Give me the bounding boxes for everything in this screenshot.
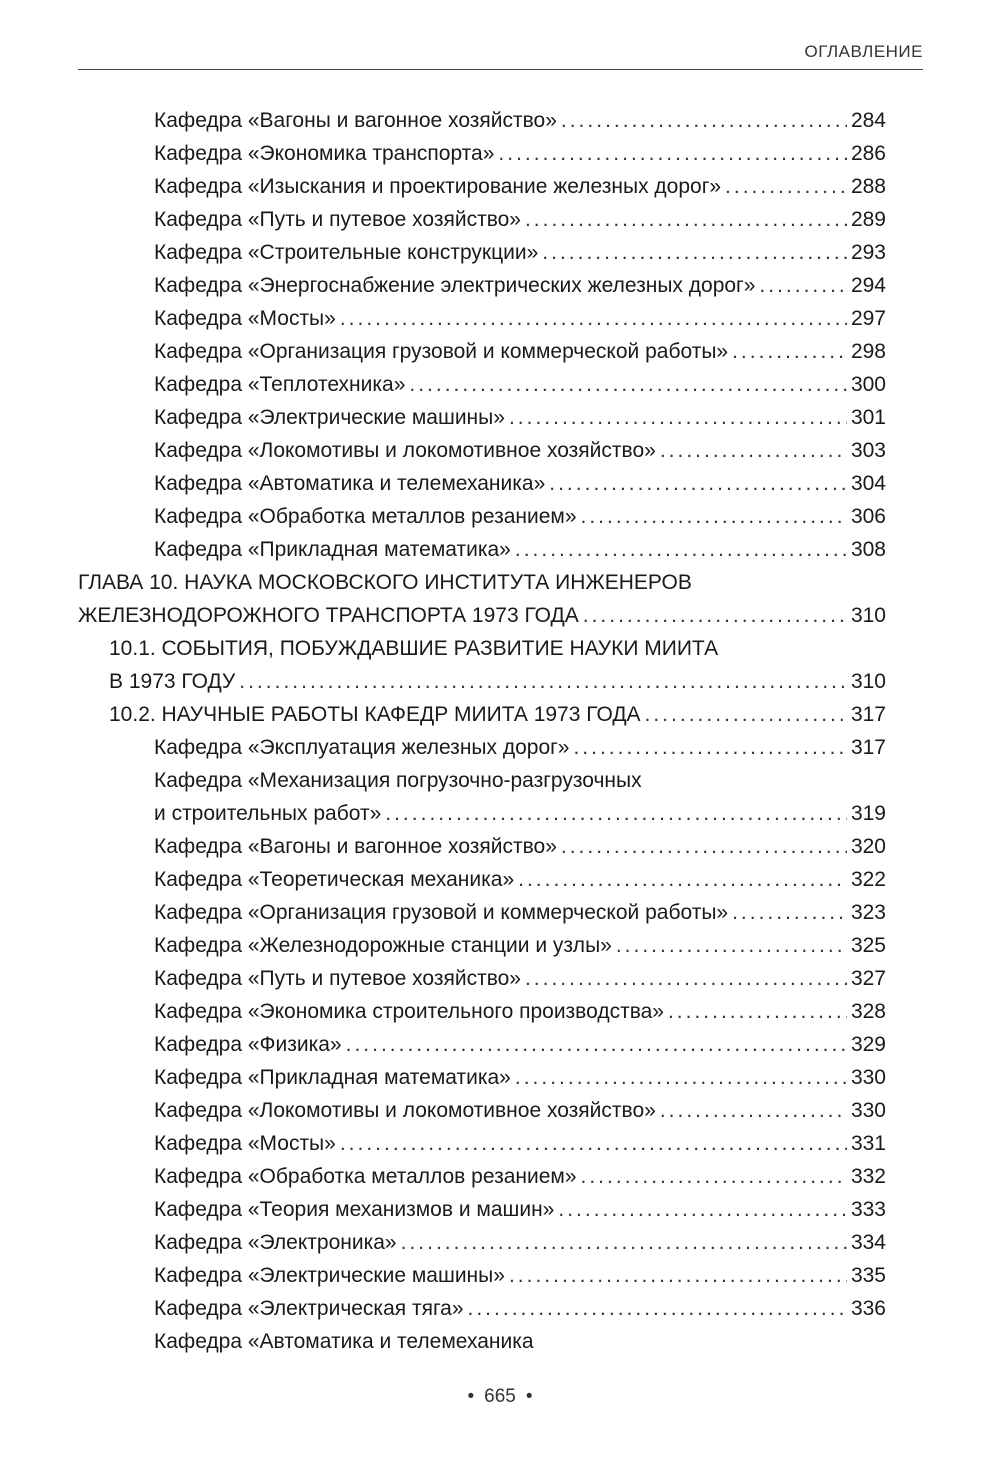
toc-entry-title: Кафедра «Изыскания и проектирование железных дорог»	[154, 175, 722, 198]
dot-leader	[542, 236, 847, 269]
toc-entry-title: Кафедра «Электрические машины»	[154, 1264, 505, 1287]
dot-leader	[645, 698, 847, 731]
chapter-10-title-line-2: ЖЕЛЕЗНОДОРОЖНОГО ТРАНСПОРТА 1973 ГОДА	[78, 604, 579, 627]
toc-entry[interactable]	[78, 302, 886, 335]
toc-entry-title: Кафедра «Экономика строительного производства»	[154, 1000, 664, 1023]
bullet-icon: •	[467, 1386, 475, 1407]
toc-entry[interactable]	[78, 1160, 886, 1193]
toc-entry[interactable]	[78, 1226, 886, 1259]
toc-entry[interactable]	[78, 203, 886, 236]
dot-leader	[558, 1193, 847, 1226]
dot-leader	[660, 434, 847, 467]
toc-entry-page: 322	[850, 868, 886, 891]
running-title: ОГЛАВЛЕНИЕ	[804, 42, 923, 61]
dot-leader	[385, 797, 847, 830]
section-10-1-entry[interactable]	[78, 665, 886, 698]
toc-entry-page: 294	[850, 274, 886, 297]
toc-entry[interactable]	[78, 500, 886, 533]
dot-leader	[581, 500, 847, 533]
toc-entry-page: 325	[850, 934, 886, 957]
toc-entry[interactable]	[78, 731, 886, 764]
dot-leader	[549, 467, 847, 500]
toc-entry[interactable]	[78, 1193, 886, 1226]
toc-entry[interactable]	[78, 269, 886, 302]
section-10-2-title: 10.2. НАУЧНЫЕ РАБОТЫ КАФЕДР МИИТА 1973 ГОДА	[109, 703, 641, 726]
dot-leader	[509, 1259, 847, 1292]
toc-entry-page: 289	[850, 208, 886, 231]
toc-entry-title: Кафедра «Мосты»	[154, 307, 336, 330]
dot-leader	[239, 665, 847, 698]
toc-entry-title: Кафедра «Эксплуатация железных дорог»	[154, 736, 570, 759]
page-number-footer	[0, 1386, 1000, 1408]
dot-leader	[515, 533, 847, 566]
page-number: 665	[484, 1386, 516, 1407]
toc-entry[interactable]	[78, 1028, 886, 1061]
toc-entry-title: Кафедра «Электроника»	[154, 1231, 397, 1254]
toc-entry-page: 317	[850, 736, 886, 759]
toc-entry-title: Кафедра «Путь и путевое хозяйство»	[154, 208, 521, 231]
toc-entry-title: Кафедра «Организация грузовой и коммерческой работы»	[154, 901, 729, 924]
toc-entry-title: Кафедра «Организация грузовой и коммерческой работы»	[154, 340, 729, 363]
toc-entry[interactable]	[78, 434, 886, 467]
toc-entry[interactable]	[78, 335, 886, 368]
dot-leader	[732, 896, 847, 929]
dot-leader	[515, 1061, 847, 1094]
chapter-10-page: 310	[850, 604, 886, 627]
dot-leader	[468, 1292, 847, 1325]
toc-entry[interactable]	[78, 368, 886, 401]
toc-entry-page: 334	[850, 1231, 886, 1254]
dot-leader	[573, 731, 846, 764]
toc-entry-title: Кафедра «Обработка металлов резанием»	[154, 1165, 577, 1188]
toc-entry[interactable]	[78, 1259, 886, 1292]
toc-entry-title: Кафедра «Электрическая тяга»	[154, 1297, 464, 1320]
chapter-10-title-line-1: ГЛАВА 10. НАУКА МОСКОВСКОГО ИНСТИТУТА ИНЖЕНЕРОВ	[78, 571, 692, 594]
dot-leader	[525, 962, 847, 995]
toc-entry-title: Кафедра «Автоматика и телемеханика»	[154, 472, 546, 495]
section-10-1-title-line-2: В 1973 ГОДУ	[109, 670, 236, 693]
toc-entry[interactable]	[78, 533, 886, 566]
toc-entry-page: 301	[850, 406, 886, 429]
toc-entry-page: 331	[850, 1132, 886, 1155]
toc-entry-page: 333	[850, 1198, 886, 1221]
toc-entry-page: 335	[850, 1264, 886, 1287]
dot-leader	[759, 269, 847, 302]
toc-entry[interactable]	[78, 797, 886, 830]
dot-leader	[561, 830, 847, 863]
toc-entry[interactable]	[78, 830, 886, 863]
toc-entry-page: 329	[850, 1033, 886, 1056]
toc-entry[interactable]	[78, 467, 886, 500]
toc-entry-title-continued: Кафедра «Автоматика и телемеханика	[154, 1330, 534, 1353]
dot-leader	[340, 1127, 847, 1160]
dot-leader	[732, 335, 847, 368]
toc-entry-page: 297	[850, 307, 886, 330]
toc-entry-page: 330	[850, 1066, 886, 1089]
dot-leader	[518, 863, 847, 896]
toc-entry-title: Кафедра «Экономика транспорта»	[154, 142, 495, 165]
dot-leader	[660, 1094, 847, 1127]
toc-entry-page: 332	[850, 1165, 886, 1188]
toc-entry-page: 330	[850, 1099, 886, 1122]
toc-entry[interactable]	[78, 995, 886, 1028]
dot-leader	[498, 137, 847, 170]
dot-leader	[581, 1160, 847, 1193]
toc-entry[interactable]	[78, 896, 886, 929]
dot-leader	[509, 401, 847, 434]
bullet-icon: •	[525, 1386, 533, 1407]
toc-entry-title: Кафедра «Локомотивы и локомотивное хозяйство»	[154, 439, 656, 462]
header-rule	[78, 69, 923, 70]
toc-entry-page: 288	[850, 175, 886, 198]
toc-entry-title: Кафедра «Железнодорожные станции и узлы»	[154, 934, 612, 957]
toc-entry-page: 327	[850, 967, 886, 990]
section-10-1-page: 310	[850, 670, 886, 693]
toc-entry-title-line-2: и строительных работ»	[154, 802, 382, 825]
toc-entry[interactable]	[78, 236, 886, 269]
toc-entry-title: Кафедра «Физика»	[154, 1033, 342, 1056]
dot-leader	[409, 368, 847, 401]
toc-entry-title: Кафедра «Вагоны и вагонное хозяйство»	[154, 109, 557, 132]
toc-entry-page: 328	[850, 1000, 886, 1023]
toc-entry-page: 319	[850, 802, 886, 825]
dot-leader	[346, 1028, 847, 1061]
toc-entry-title: Кафедра «Вагоны и вагонное хозяйство»	[154, 835, 557, 858]
dot-leader	[525, 203, 847, 236]
dot-leader	[583, 599, 847, 632]
toc-entry-page: 286	[850, 142, 886, 165]
toc-entry-title: Кафедра «Теплотехника»	[154, 373, 406, 396]
toc-entry[interactable]	[78, 929, 886, 962]
toc-entry-title: Кафедра «Мосты»	[154, 1132, 336, 1155]
toc-block-2	[78, 830, 886, 1325]
toc-entry-page: 336	[850, 1297, 886, 1320]
toc-entry-title: Кафедра «Теоретическая механика»	[154, 868, 515, 891]
toc-entry-title: Кафедра «Прикладная математика»	[154, 538, 511, 561]
toc-entry-page: 293	[850, 241, 886, 264]
toc-entry[interactable]	[78, 170, 886, 203]
table-of-contents	[78, 104, 886, 1358]
toc-entry[interactable]	[78, 1061, 886, 1094]
dot-leader	[725, 170, 847, 203]
section-10-1-title-line-1: 10.1. СОБЫТИЯ, ПОБУЖДАВШИЕ РАЗВИТИЕ НАУКИ МИИТА	[109, 637, 719, 660]
toc-entry-title: Кафедра «Электрические машины»	[154, 406, 505, 429]
toc-entry-page: 320	[850, 835, 886, 858]
chapter-10-entry[interactable]	[78, 599, 886, 632]
toc-entry-page: 308	[850, 538, 886, 561]
toc-entry-page: 304	[850, 472, 886, 495]
toc-entry[interactable]	[78, 863, 886, 896]
toc-entry-page: 306	[850, 505, 886, 528]
toc-entry-title: Кафедра «Путь и путевое хозяйство»	[154, 967, 521, 990]
dot-leader	[340, 302, 847, 335]
toc-block-1	[78, 104, 886, 566]
toc-entry-page: 303	[850, 439, 886, 462]
toc-entry-page: 323	[850, 901, 886, 924]
dot-leader	[616, 929, 847, 962]
toc-entry[interactable]	[78, 1127, 886, 1160]
section-10-2-page: 317	[850, 703, 886, 726]
toc-entry-title: Кафедра «Обработка металлов резанием»	[154, 505, 577, 528]
dot-leader	[561, 104, 847, 137]
toc-entry-title-line-1: Кафедра «Механизация погрузочно-разгрузочных	[154, 769, 642, 792]
toc-entry-page: 300	[850, 373, 886, 396]
toc-entry[interactable]	[78, 137, 886, 170]
dot-leader	[401, 1226, 847, 1259]
toc-entry-title: Кафедра «Локомотивы и локомотивное хозяйство»	[154, 1099, 656, 1122]
toc-entry[interactable]	[78, 1292, 886, 1325]
toc-entry-title: Кафедра «Теория механизмов и машин»	[154, 1198, 555, 1221]
toc-entry-title: Кафедра «Прикладная математика»	[154, 1066, 511, 1089]
toc-entry[interactable]	[78, 104, 886, 137]
toc-entry[interactable]	[78, 962, 886, 995]
toc-entry[interactable]	[78, 401, 886, 434]
toc-entry-page: 298	[850, 340, 886, 363]
section-10-2-entry[interactable]	[78, 698, 886, 731]
toc-entry-title: Кафедра «Энергоснабжение электрических железных дорог»	[154, 274, 756, 297]
toc-entry[interactable]	[78, 1094, 886, 1127]
toc-entry-title: Кафедра «Строительные конструкции»	[154, 241, 539, 264]
toc-entry-page: 284	[850, 109, 886, 132]
dot-leader	[668, 995, 847, 1028]
